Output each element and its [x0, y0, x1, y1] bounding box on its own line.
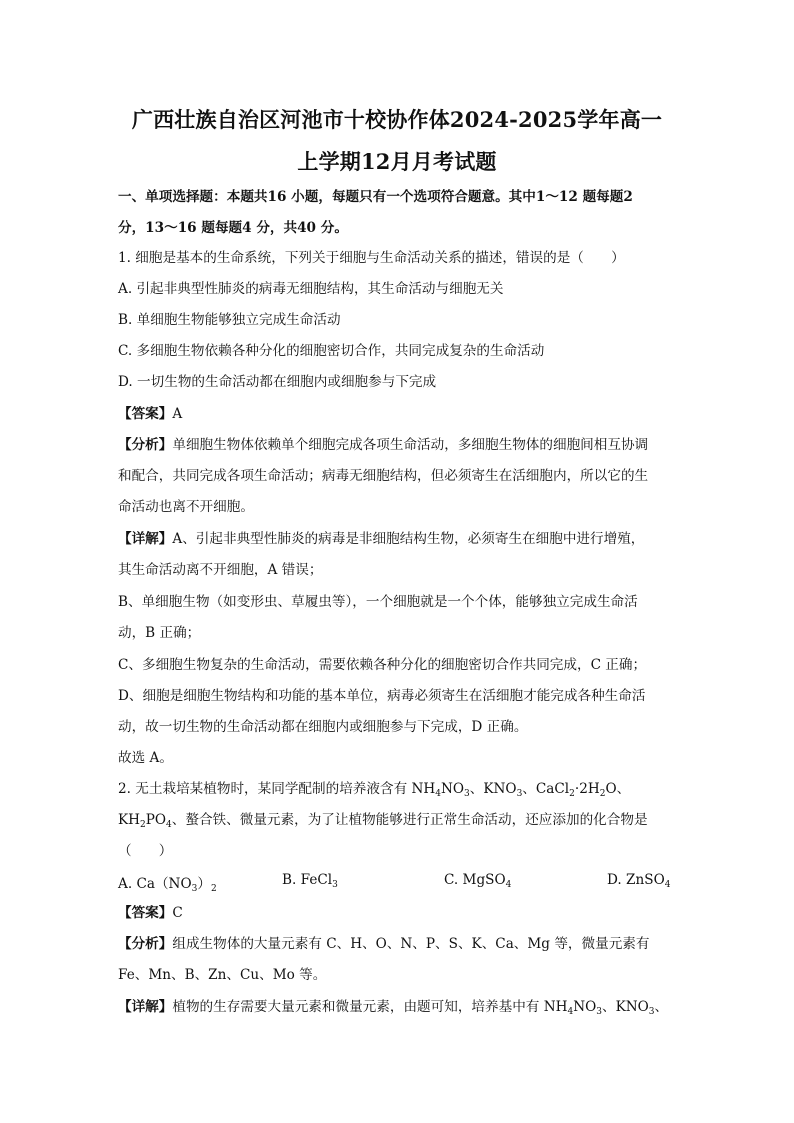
- q1-option-a: A. 引起非典型性肺炎的病毒无细胞结构，其生命活动与细胞无关: [118, 281, 504, 297]
- q2-answer: 【答案】C: [118, 905, 183, 921]
- q2-stem-1: 2. 无土栽培某植物时，某同学配制的培养液含有 $NH_4NO_3$、$KNO_3$、$CaCl_2\cdot 2H_2O$、: [118, 781, 631, 799]
- q2-option-b: B. FeCl$_3$: [282, 872, 338, 890]
- q2-options: [118, 872, 671, 894]
- title-line-2: 上学期12月月考试题: [297, 149, 497, 174]
- q1-option-b: B. 单细胞生物能够独立完成生命活动: [118, 312, 341, 328]
- section-heading-1: 一、单项选择题：本题共16 小题，每题只有一个选项符合题意。其中1～12 题每题2: [118, 189, 633, 205]
- section-heading-2: 分，13～16 题每题4 分，共40 分。: [118, 220, 348, 236]
- q2-analysis-1: 【分析】组成生物体的大量元素有 C、H、O、N、P、S、K、Ca、Mg 等，微量元素有: [118, 936, 650, 952]
- q1-detail-7: 动，故一切生物的生命活动都在细胞内或细胞参与下完成，D 正确。: [118, 719, 528, 735]
- answer-tag: 【答案】: [118, 406, 173, 422]
- q1-analysis-1: [118, 435, 678, 455]
- analysis-text: 单细胞生物体依赖单个细胞完成各项生命活动，多细胞生物体的细胞间相互协调: [172, 437, 649, 453]
- detail-tag: 【详解】: [118, 531, 173, 547]
- q1-detail-6: D、细胞是细胞生物结构和功能的基本单位，病毒必须寄生在活细胞才能完成各种生命活: [118, 688, 646, 704]
- q2-option-a: A. $Ca(NO_3)_2$: [118, 876, 217, 894]
- q1-stem: 1. 细胞是基本的生命系统，下列关于细胞与生命活动关系的描述，错误的是（ ）: [118, 250, 625, 266]
- analysis-tag: 【分析】: [118, 437, 173, 453]
- q1-analysis-2: 和配合，共同完成各项生命活动；病毒无细胞结构，但必须寄生在活细胞内，所以它的生: [118, 468, 649, 484]
- q1-detail-5: C、多细胞生物复杂的生命活动，需要依赖各种分化的细胞密切合作共同完成，C 正确；: [118, 657, 647, 673]
- q1-detail-1: [118, 529, 678, 549]
- q1-option-c: C. 多细胞生物依赖各种分化的细胞密切合作，共同完成复杂的生命活动: [118, 343, 545, 359]
- title-line-1: 广西壮族自治区河池市十校协作体2024-2025学年高一: [131, 107, 663, 132]
- q1-conclusion: 故选 A。: [118, 750, 173, 766]
- q1-detail-4: 动，B 正确；: [118, 625, 201, 641]
- q1-analysis-3: 命活动也离不开细胞。: [118, 499, 254, 515]
- q2-option-c: C. MgSO$_4$: [444, 872, 512, 890]
- q2-analysis-2: Fe、Mn、B、Zn、Cu、Mo 等。: [118, 967, 327, 983]
- q1-option-d: D. 一切生物的生命活动都在细胞内或细胞参与下完成: [118, 374, 437, 390]
- q2-stem-2: $KH_2PO_4$、螯合铁、微量元素，为了让植物能够进行正常生命活动，还应添加的化合物是: [118, 812, 648, 830]
- q1-answer: [118, 404, 678, 424]
- q2-detail-1: 【详解】植物的生存需要大量元素和微量元素，由题可知，培养基中有 $NH_4NO_3$、$KNO_3$、: [118, 999, 669, 1017]
- q2-option-d: D. ZnSO$_4$: [607, 872, 671, 890]
- q1-detail-3: B、单细胞生物（如变形虫、草履虫等），一个细胞就是一个个体，能够独立完成生命活: [118, 594, 638, 610]
- answer-value: A: [172, 406, 183, 422]
- q2-stem-3: （ ）: [118, 843, 173, 859]
- q1-detail-2: 其生命活动离不开细胞，A 错误；: [118, 562, 323, 578]
- detail-text: A、引起非典型性肺炎的病毒是非细胞结构生物，必须寄生在细胞中进行增殖，: [172, 531, 645, 547]
